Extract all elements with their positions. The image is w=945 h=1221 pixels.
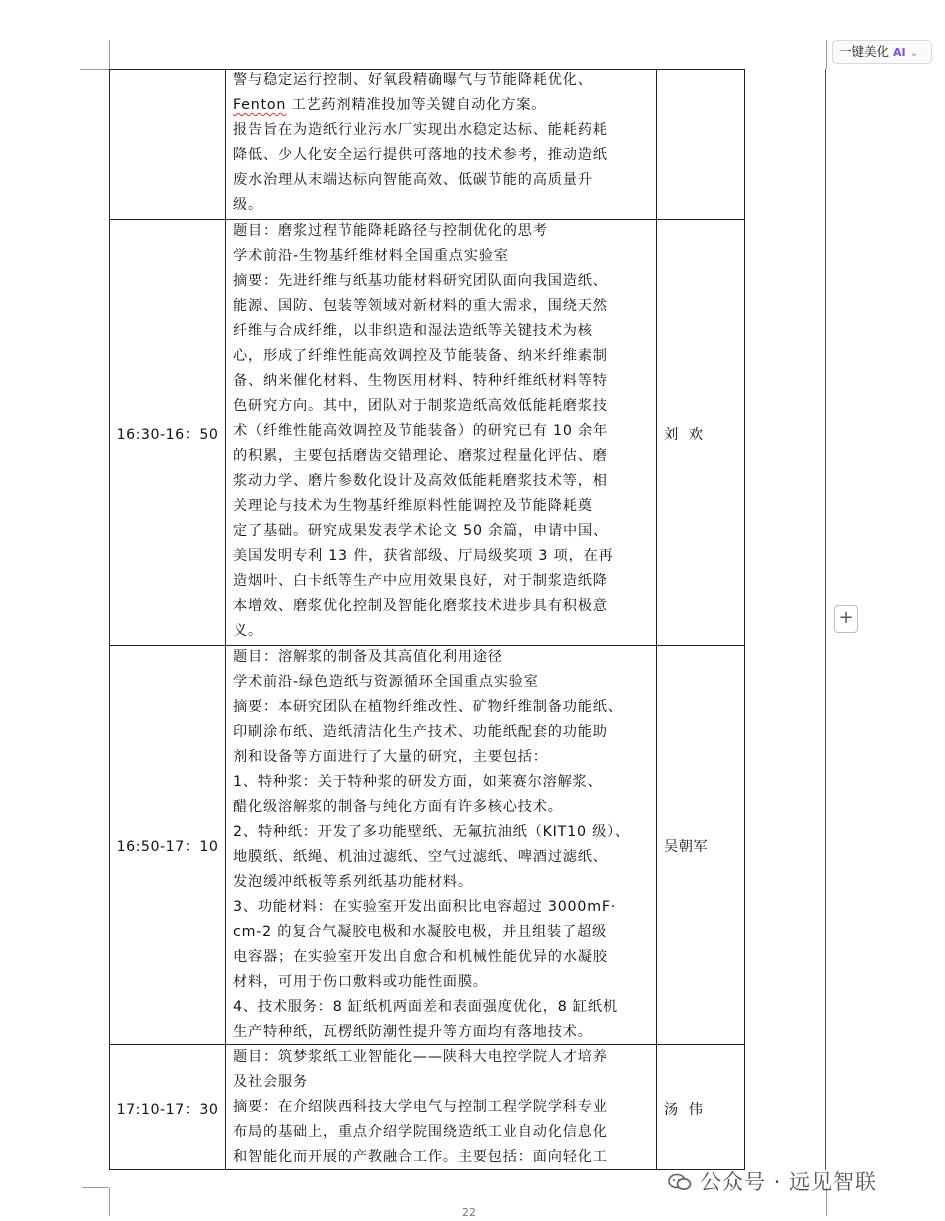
row-0-line: 级。 [233,197,263,213]
row-3-line: 及社会服务 [233,1074,308,1090]
row-1-line: 学术前沿-生物基纤维材料全国重点实验室 [233,248,509,264]
crop-mark-top-left-h [80,69,109,70]
row-1-line: 心，形成了纤维性能高效调控及节能装备、纳米纤维素制 [233,348,608,364]
row-1-line: 能源、国防、包装等领域对新材料的重大需求，围绕天然 [233,298,608,314]
row-2-line: 醋化级溶解浆的制备与纯化方面有许多核心技术。 [233,799,563,815]
crop-mark-top-right-v [826,40,827,69]
row-2-line: 电容器；在实验室开发出自愈合和机械性能优异的水凝胶 [233,949,608,965]
row-2-line: 材料，可用于伤口敷料或功能性面膜。 [233,974,488,990]
row-2-line: 题目：溶解浆的制备及其高值化利用途径 [233,649,503,665]
row-2-line: 印刷涂布纸、造纸清洁化生产技术、功能纸配套的功能助 [233,724,608,740]
add-row-button[interactable] [834,605,858,633]
row-2-line: 4、技术服务：8 缸纸机两面差和表面强度优化，8 缸纸机 [233,999,618,1015]
row-1-line: 摘要：先进纤维与纸基功能材料研究团队面向我国造纸、 [233,273,608,289]
row-1-line: 纤维与合成纤维，以非织造和湿法造纸等关键技术为核 [233,323,593,339]
row-1-time: 16:30-16：50 [116,427,219,443]
row-2-line: 1、特种浆：关于特种浆的研发方面，如莱赛尔溶解浆、 [233,774,603,790]
row-2-line: 地膜纸、纸绳、机油过滤纸、空气过滤纸、啤酒过滤纸、 [233,849,608,865]
row-1-line: 浆动力学、磨片参数化设计及高效低能耗磨浆技术等，相 [233,473,608,489]
row-2-line: 生产特种纸，瓦楞纸防潮性提升等方面均有落地技术。 [233,1024,593,1040]
row-1-line: 定了基础。研究成果发表学术论文 50 余篇，申请中国、 [233,523,608,539]
row-1-line: 本增效、磨浆优化控制及智能化磨浆技术进步具有积极意 [233,598,608,614]
row-2-time: 16:50-17：10 [116,839,219,855]
row-1-line: 造烟叶、白卡纸等生产中应用效果良好，对于制浆造纸降 [233,573,608,589]
watermark [668,1166,877,1196]
row-0-line: 警与稳定运行控制、好氧段精确曝气与节能降耗优化、 [233,72,593,88]
row-1-line: 美国发明专利 13 件，获省部级、厅局级奖项 3 项，在再 [233,548,614,564]
row-3-time: 17:10-17：30 [116,1102,219,1118]
page-number: 22 [462,1206,476,1219]
row-1-line: 色研究方向。其中，团队对于制浆造纸高效低能耗磨浆技 [233,398,608,414]
row-0-line-rest: 工艺药剂精准投加等关键自动化方案。 [286,97,547,113]
row-3-speaker: 汤 伟 [664,1102,704,1118]
table-border-left [109,69,110,1170]
crop-mark-bottom-left-v [109,1188,110,1216]
row-2-line: 摘要：本研究团队在植物纤维改性、矿物纤维制备功能纸、 [233,699,623,715]
row-3-line: 布局的基础上，重点介绍学院围绕造纸工业自动化信息化 [233,1124,608,1140]
row-1-line: 义。 [233,623,263,639]
row-2-speaker: 吴朝军 [664,839,709,855]
ai-badge: AI [893,46,906,59]
row-0-line: 降低、少人化安全运行提供可落地的技术参考，推动造纸 [233,147,608,163]
row-1-speaker: 刘 欢 [664,427,704,443]
beautify-label: 一键美化 [839,44,890,59]
fenton-word: Fenton [233,97,287,113]
row-1-line: 关理论与技术为生物基纤维原料性能调控及节能降耗奠 [233,498,593,514]
row-2-line: cm-2 的复合气凝胶电极和水凝胶电极，并且组装了超级 [233,924,608,940]
row-0-line: 报告旨在为造纸行业污水厂实现出水稳定达标、能耗药耗 [233,122,608,138]
table-divider-time [225,69,226,1170]
row-1-line: 题目：磨浆过程节能降耗路径与控制优化的思考 [233,223,548,239]
row-3-line: 题目：筑梦浆纸工业智能化——陕科大电控学院人才培养 [233,1049,608,1065]
row-0-line [233,93,546,118]
table-divider-speaker [656,69,657,1170]
row-2-line: 2、特种纸：开发了多功能壁纸、无氟抗油纸（KIT10 级）、 [233,824,630,840]
crop-mark-bottom-left-h [82,1187,109,1188]
row-2-line: 剂和设备等方面进行了大量的研究，主要包括： [233,749,548,765]
row-1-line: 备、纳米催化材料、生物医用材料、特种纤维纸材料等特 [233,373,608,389]
wechat-icon [668,1173,692,1191]
plus-icon: + [838,607,854,628]
row-2-line: 学术前沿-绿色造纸与资源循环全国重点实验室 [233,674,539,690]
chevron-down-icon[interactable]: ⌄ [909,48,919,59]
row-3-line: 摘要：在介绍陕西科技大学电气与控制工程学院学科专业 [233,1099,608,1115]
table-border-right [744,69,745,1170]
row-0-line: 废水治理从末端达标向智能高效、低碳节能的高质量升 [233,172,593,188]
row-3-line: 和智能化而开展的产教融合工作。主要包括：面向轻化工 [233,1149,608,1165]
row-1-line: 术（纤维性能高效调控及节能装备）的研究已有 10 余年 [233,423,608,439]
one-click-beautify-button[interactable] [832,40,932,64]
row-2-line: 3、功能材料：在实验室开发出面积比电容超过 3000mF· [233,899,617,915]
page-margin-right [825,69,826,1170]
crop-mark-top-left-v [109,40,110,69]
row-1-line: 的积累，主要包括磨齿交错理论、磨浆过程量化评估、磨 [233,448,608,464]
row-2-line: 发泡缓冲纸板等系列纸基功能材料。 [233,874,473,890]
watermark-text: 公众号 · 远见智联 [700,1170,878,1194]
